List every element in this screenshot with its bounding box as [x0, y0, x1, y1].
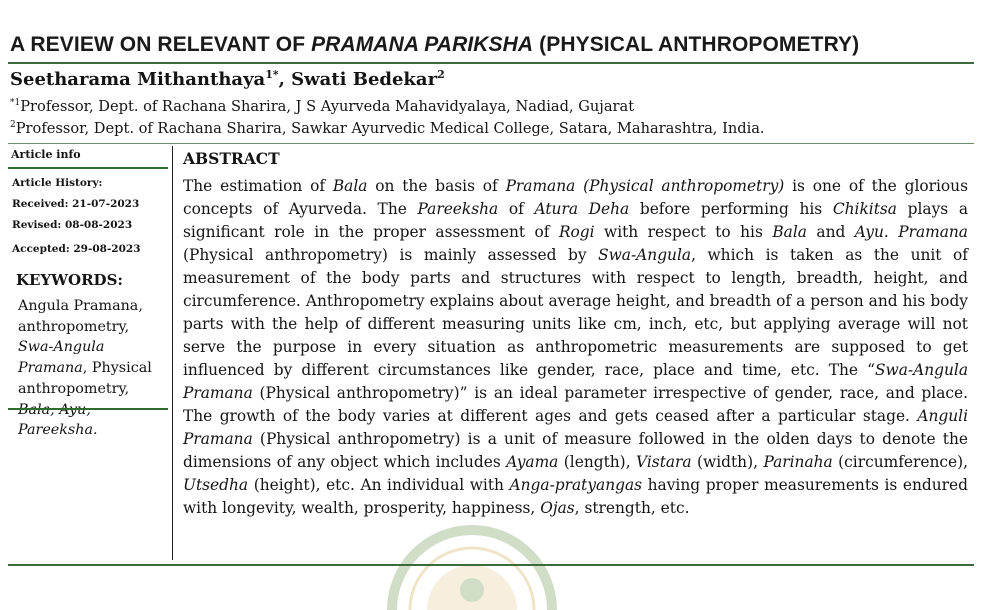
accepted-date: Accepted: 29-08-2023	[12, 243, 141, 255]
abstract-segment: (length),	[558, 453, 637, 471]
column-divider	[172, 146, 173, 560]
abstract-segment: Pareeksha	[417, 200, 499, 218]
keywords-list	[18, 296, 168, 441]
keyword-segment: , Physical anthropometry,	[18, 360, 152, 397]
affiliation-1-text: Professor, Dept. of Rachana Sharira, J S Ayurveda Mahavidyalaya, Nadiad, Gujarat	[20, 98, 635, 115]
abstract-segment: (width),	[691, 453, 764, 471]
title-rule	[8, 62, 974, 64]
affiliation-2-text: Professor, Dept. of Rachana Sharira, Sawkar Ayurvedic Medical College, Satara, Maharashtra, India.	[15, 120, 765, 137]
received-date: Received: 21-07-2023	[12, 198, 140, 210]
author-2: Swati Bedekar	[291, 69, 438, 90]
abstract-segment: having proper measurements is endured with longevity, wealth, prosperity, happiness,	[183, 476, 969, 517]
abstract-segment: , which is taken as the unit of measurement of the body parts and structures with respect to length, breadth, height, and circumference. Anthropometry explains about average height, and breadth of a person and his body parts with the help of different measuring units like cm, inch, etc, but applying average will not serve the purpose in every situation as anthropometric measurements are supposed to get influenced by different circumstances like gender, race, place and time, etc. The “	[183, 246, 969, 379]
abstract-segment: Pramana (Physical anthropometry)	[505, 177, 785, 195]
title-italic: PRAMANA PARIKSHA	[311, 33, 534, 56]
abstract-segment: Vistara	[636, 453, 692, 471]
affiliation-2-mark: 2	[10, 120, 16, 131]
author-line	[10, 68, 445, 90]
keyword-segment: Swa-Angula Pramana	[18, 339, 105, 377]
abstract-segment: (Physical anthropometry) is mainly assessed by	[183, 246, 599, 264]
abstract-segment: on the basis of	[367, 177, 506, 195]
abstract-segment: (Physical anthropometry)” is an ideal parameter irrespective of gender, race, and place. The growth of the body varies at different ages and gets ceased after a particular stage.	[183, 384, 968, 425]
affiliation-2	[10, 120, 765, 137]
abstract-segment: The estimation of	[183, 177, 333, 195]
abstract-segment: with respect to his	[594, 223, 773, 241]
abstract-segment: Anga-pratyangas	[509, 476, 643, 494]
keywords-rule	[8, 408, 168, 410]
affiliation-1-mark: *1	[10, 98, 21, 109]
abstract-segment: of	[498, 200, 535, 218]
title-prefix: A REVIEW ON RELEVANT OF	[10, 33, 312, 56]
abstract-segment: (circumference),	[832, 453, 969, 471]
paper-title	[10, 33, 975, 57]
author-1: Seetharama Mithanthaya	[10, 69, 266, 90]
author-2-mark: 2	[437, 68, 445, 81]
abstract-segment: before performing his	[629, 200, 833, 218]
bottom-rule	[8, 564, 974, 566]
abstract-segment: Chikitsa	[832, 200, 897, 218]
abstract-segment: Bala	[772, 223, 807, 241]
abstract-segment: Bala	[332, 177, 368, 195]
abstract-segment: plays a significant role in the proper assessment of	[183, 200, 968, 241]
abstract-segment: Ayama	[506, 453, 559, 471]
keywords-heading: KEYWORDS:	[16, 271, 123, 289]
abstract-heading: ABSTRACT	[183, 149, 280, 168]
article-info-rule	[8, 167, 168, 169]
abstract-text	[183, 175, 968, 520]
article-info-heading: Article info	[11, 148, 81, 161]
abstract-segment: Ojas	[540, 499, 575, 517]
abstract-segment: (Physical anthropometry) is a unit of measure followed in the olden days to denote the dimensions of any object which includes	[183, 430, 968, 471]
keyword-segment: Angula Pramana, anthropometry,	[18, 298, 143, 335]
abstract-segment: Anguli Pramana	[183, 407, 968, 448]
abstract-segment: Utsedha	[183, 476, 249, 494]
affiliation-rule	[8, 143, 974, 144]
author-1-mark: 1*	[265, 68, 279, 81]
abstract-segment: Pramana	[898, 223, 968, 241]
abstract-segment: .	[883, 223, 899, 241]
revised-date: Revised: 08-08-2023	[12, 219, 133, 231]
article-history-label: Article History:	[12, 177, 103, 189]
abstract-segment: is one of the glorious concepts of Ayurveda. The	[183, 177, 968, 218]
abstract-segment: Swa-Angula Pramana	[183, 361, 968, 402]
abstract-segment: (height), etc. An individual with	[248, 476, 510, 494]
abstract-segment: Parinaha	[763, 453, 833, 471]
abstract-segment: and	[806, 223, 855, 241]
affiliation-1	[10, 98, 634, 115]
title-suffix: (PHYSICAL ANTHROPOMETRY)	[533, 33, 860, 56]
abstract-segment: , strength, etc.	[574, 499, 690, 517]
author-sep: ,	[278, 69, 292, 90]
abstract-segment: Ayu	[854, 223, 884, 241]
keyword-segment: Pareeksha.	[18, 422, 98, 439]
abstract-segment: Rogi	[558, 223, 595, 241]
abstract-segment: Swa-Angula	[598, 246, 692, 264]
abstract-segment: Atura Deha	[534, 200, 630, 218]
